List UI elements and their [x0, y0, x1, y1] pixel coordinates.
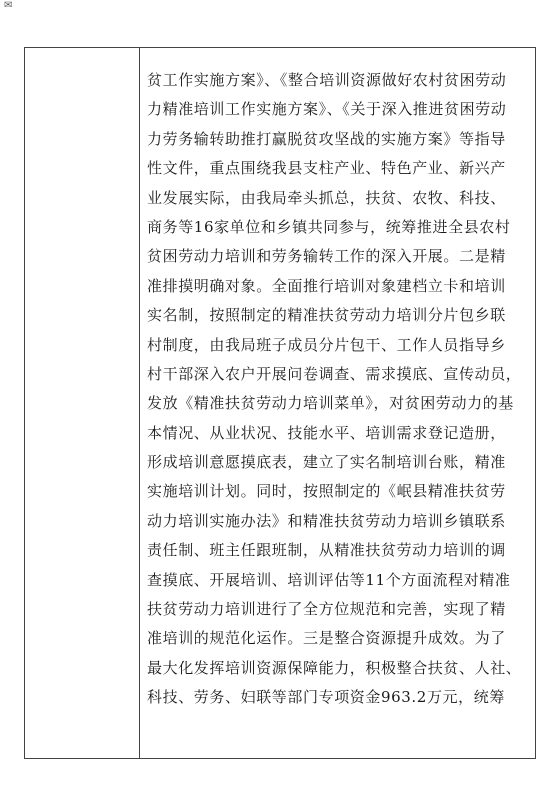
- text-line: 性文件，重点围绕我县支柱产业、特色产业、新兴产: [147, 159, 506, 178]
- text-line: 准培训的规范化运作。三是整合资源提升成效。为了: [147, 629, 506, 648]
- text-line: 力劳务输转助推打赢脱贫攻坚战的实施方案》等指导: [147, 129, 506, 148]
- text-line: 最大化发挥培训资源保障能力，积极整合扶贫、人社、: [147, 658, 522, 677]
- text-line: 贫工作实施方案》、《整合培训资源做好农村贫困劳动: [147, 71, 507, 89]
- document-table: [24, 47, 536, 759]
- text-line: 贫困劳动力培训和劳务输转工作的深入开展。二是精: [147, 247, 506, 266]
- text-line: 动力培训实施办法》和精准扶贫劳动力培训乡镇联系: [147, 511, 506, 530]
- table-content-cell: [147, 66, 531, 746]
- text-line: 形成培训意愿摸底表，建立了实名制培训台账，精准: [147, 453, 506, 472]
- text-line: 实施培训计划。同时，按照制定的《岷县精准扶贫劳: [147, 482, 506, 501]
- text-line: 商务等16家单位和乡镇共同参与，统筹推进全县农村: [147, 217, 511, 236]
- table-label-column: [25, 48, 140, 758]
- text-line: 查摸底、开展培训、培训评估等11个方面流程对精准: [147, 570, 511, 589]
- text-line: 扶贫劳动力培训进行了全方位规范和完善，实现了精: [147, 600, 506, 619]
- text-line: 村制度，由我局班子成员分片包干、工作人员指导乡: [147, 335, 506, 354]
- text-line: 科技、劳务、妇联等部门专项资金963.2万元，统筹: [147, 688, 505, 707]
- text-line: 责任制、班主任跟班制，从精准扶贫劳动力培训的调: [147, 541, 506, 560]
- text-line: 村干部深入农户开展问卷调查、需求摸底、宣传动员，: [147, 364, 522, 383]
- text-line: 准排摸明确对象。全面推行培训对象建档立卡和培训: [147, 276, 506, 295]
- text-line: 实名制，按照制定的精准扶贫劳动力培训分片包乡联: [147, 306, 506, 325]
- corner-scan-mark: ✉: [4, 0, 13, 11]
- text-line: 本情况、从业状况、技能水平、培训需求登记造册，: [147, 423, 506, 442]
- text-line: 力精准培训工作实施方案》、《关于深入推进贫困劳动: [147, 100, 507, 119]
- text-line: 业发展实际，由我局牵头抓总，扶贫、农牧、科技、: [147, 188, 506, 207]
- text-line: 发放《精准扶贫劳动力培训菜单》，对贫困劳动力的基: [147, 394, 514, 413]
